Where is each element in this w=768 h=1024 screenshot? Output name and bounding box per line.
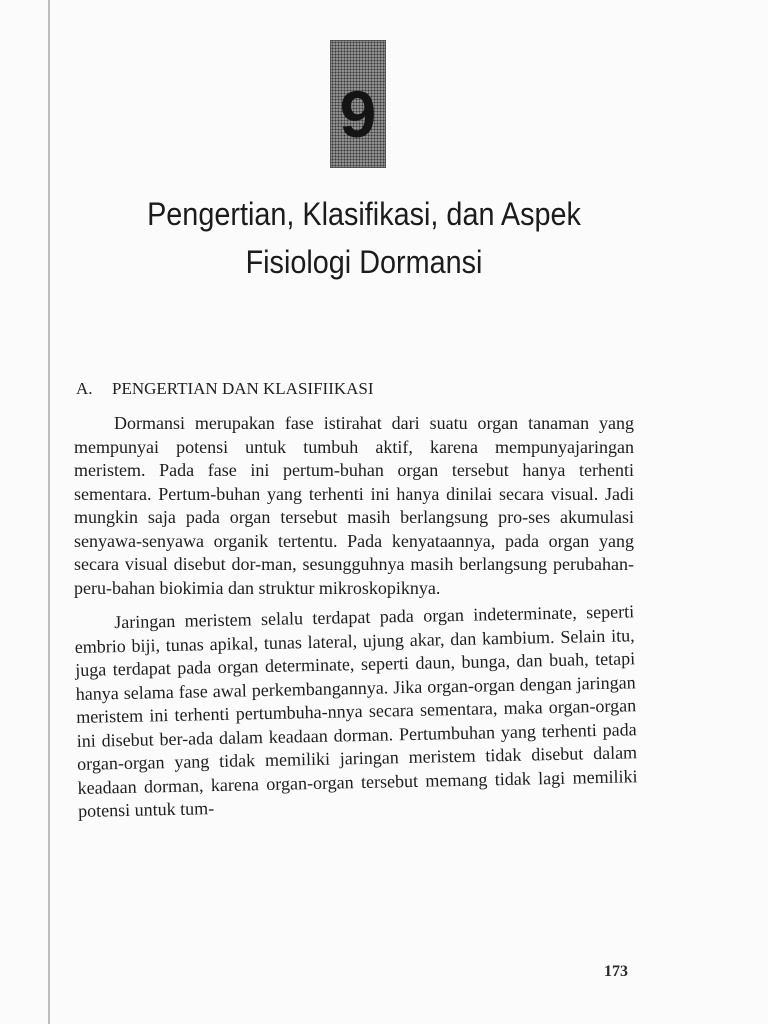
chapter-number-box <box>330 40 386 168</box>
section-heading <box>76 377 636 401</box>
section-letter: A. <box>76 379 93 398</box>
chapter-number: 9 <box>339 77 377 151</box>
paragraph-2: Jaringan meristem selalu terdapat pada organ indeterminate, seperti embrio biji, tunas apikal, tunas lateral, ujung akar, dan kambium. Selain itu, juga terdapat pada organ determinate, seperti daun, bunga, dan buah, tetapi hanya selama fase awal perkembangannya. Jika organ-organ dengan jaringan meristem ini terhenti pertumbuha-nnya secara sementara, maka organ-organ ini disebut ber-ada dalam keadaan dorman. Pertumbuhan yang terhenti pada organ-organ yang tidak memiliki jaringan meristem tidak disebut dalam keadaan dorman, karena organ-organ tersebut memang tidak lagi memiliki potensi untuk tum- <box>74 601 638 821</box>
paragraph-1: Dormansi merupakan fase istirahat dari suatu organ tanaman yang mempunyai potensi untuk tumbuh aktif, karena mempunyajaringan meristem. Pada fase ini pertum-buhan organ tersebut hanya terhenti sementara. Pertum-buhan yang terhenti ini hanya dinilai secara visual. Jadi mungkin saja pada organ tersebut masih berlangsung pro-ses akumulasi senyawa-senyawa organik tertentu. Pada kenyataannya, pada organ yang secara visual disebut dor-man, sesungguhnya masih berlangsung perubahan-peru-bahan biokimia dan struktur mikroskopiknya. <box>74 413 634 598</box>
body-text <box>74 412 638 836</box>
page-number: 173 <box>604 963 628 980</box>
chapter-title: Pengertian, Klasifikasi, dan Aspek Fisiologi Dormansi <box>147 196 581 280</box>
section-heading-text: PENGERTIAN DAN KLASIFIIKASI <box>112 379 374 398</box>
page-binding-edge <box>48 0 50 1024</box>
